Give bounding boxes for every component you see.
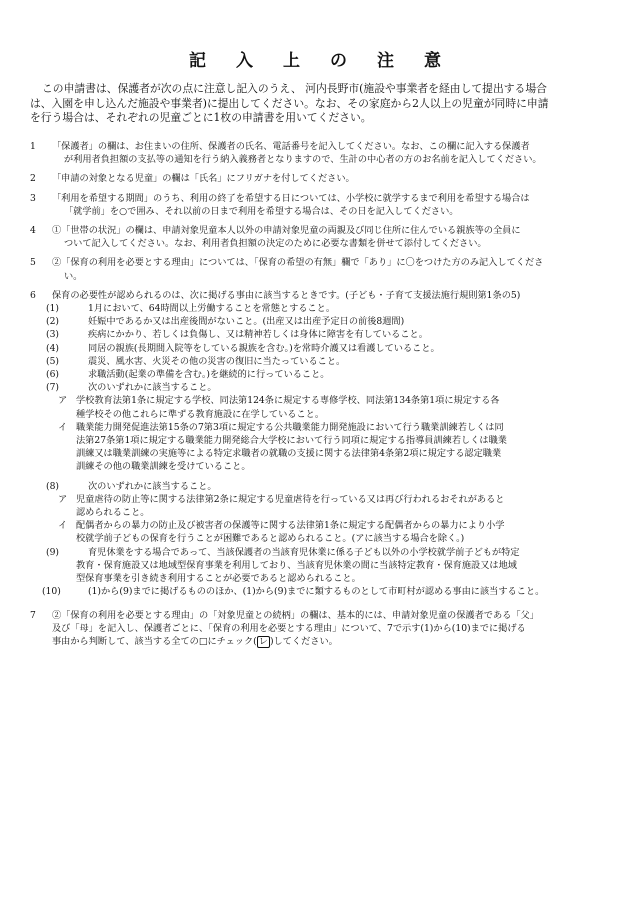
note-line: い。 xyxy=(64,270,83,282)
reason-item xyxy=(46,315,610,328)
reason-text: 型保育事業を引き続き利用することが必要であると認められること。 xyxy=(76,573,361,585)
note-item-1 xyxy=(30,140,610,166)
checkmark-icon: レ xyxy=(258,635,268,647)
note-line: ①「世帯の状況」の欄は、申請対象児童本人以外の申請対象児童の両親及び同じ住所に住んでいる親族等の全員に xyxy=(52,225,521,237)
reason-text: 同居の親族(長期間入院等をしている親族を含む。)を常時介護又は看護していること。 xyxy=(88,342,440,354)
note-line: ②「保育の利用を必要とする理由」については、「保育の希望の有無」欄で「あり」に〇をつけた方のみ記入してくださ xyxy=(52,257,544,269)
subitem-marker: イ xyxy=(58,421,68,433)
note-number: 1 xyxy=(30,141,36,152)
note-line: 「利用を希望する期間」のうち、利用の終了を希望する日については、小学校に就学するまで利用を希望する場合は xyxy=(52,192,530,204)
note-line: 「就学前」を○で囲み、それ以前の日まで利用を希望する場合は、その日を記入してください。 xyxy=(64,205,459,217)
reason-item xyxy=(46,355,610,368)
intro-paragraph xyxy=(30,82,604,126)
note-item-2 xyxy=(30,172,610,185)
subitem-line: 校就学前子どもの保育を行うことが困難であると認められること。(アに該当する場合を除く。) xyxy=(76,533,465,545)
subitem-line: 学校教育法第1条に規定する学校、同法第124条に規定する専修学校、同法第134条第1項に規定する各 xyxy=(76,395,500,407)
reason-item xyxy=(46,381,610,394)
reason-number: (9) xyxy=(46,546,60,558)
reason-item xyxy=(46,368,610,381)
subitem-marker: ア xyxy=(58,493,68,505)
reason-item xyxy=(42,585,610,598)
note-line: 及び「母」を記入し、保護者ごとに、「保育の利用を必要とする理由」について、7で示す(1)から(10)までに掲げる xyxy=(52,622,526,634)
subitem-line: 訓練又は職業訓練の実施等による特定求職者の就職の支援に関する法律第4条第2項に規定する認定職業 xyxy=(76,448,502,460)
note-number: 7 xyxy=(30,609,36,621)
subitem-line: 配偶者からの暴力の防止及び被害者の保護等に関する法律第1条に規定する配偶者からの暴力により小学 xyxy=(76,520,505,532)
notes-list xyxy=(30,140,610,654)
subitem-line: 児童虐待の防止等に関する法律第2条に規定する児童虐待を行っている又は再び行われるおそれがあると xyxy=(76,493,505,505)
note-line: ②「保育の利用を必要とする理由」の「対象児童との続柄」の欄は、基本的には、申請対象児童の保護者である「父」 xyxy=(52,609,539,621)
reason-text: 疾病にかかり、若しくは負傷し、又は精神若しくは身体に障害を有していること。 xyxy=(88,329,428,341)
reason-text: 妊娠中であるか又は出産後間がないこと。(出産又は出産予定日の前後8週間) xyxy=(88,316,405,328)
subitem-line: 職業能力開発促進法第15条の7第3項に規定する公共職業能力開発施設において行う職業訓練若しくは同 xyxy=(76,421,504,433)
reason-text: 1月において、64時間以上労働することを常態とすること。 xyxy=(88,303,336,315)
note-number: 6 xyxy=(30,289,36,301)
subitem-marker: イ xyxy=(58,520,68,532)
reason-text: 次のいずれかに該当すること。 xyxy=(88,382,217,394)
subitem-line: 種学校その他これらに準ずる教育施設に在学していること。 xyxy=(76,408,325,420)
note-number: 5 xyxy=(30,257,36,269)
intro-line: を行う場合は、それぞれの児童ごとに1枚の申請書を用いてください。 xyxy=(30,111,372,124)
reason-text: 育児休業をする場合であって、当該保護者の当該育児休業に係る子ども以外の小学校就学前子どもが特定 xyxy=(88,546,520,558)
intro-line: この申請書は、保護者が次の点に注意し記入のうえ、 河内長野市(施設や事業者を経由して提出する場合 xyxy=(42,82,547,95)
subitem-marker: ア xyxy=(58,395,68,407)
reason-text: (1)から(9)までに掲げるもののほか、(1)から(9)までに類するものとして市町村が認める事由に該当すること。 xyxy=(88,586,545,598)
reason-text: 求職活動(起業の準備を含む。)を継続的に行っていること。 xyxy=(88,369,330,381)
reason-subitem xyxy=(52,493,610,519)
note-item-6 xyxy=(30,289,610,599)
reason-number: (10) xyxy=(42,586,61,598)
reason-number: (3) xyxy=(46,329,60,341)
reason-item xyxy=(46,546,610,586)
note-line: が利用者負担額の支払等の通知を行う納入義務者となりますので、生計の中心者の方のお名前を記入してください。 xyxy=(64,154,542,166)
note-item-7 xyxy=(30,609,610,649)
note-line: 「申請の対象となる児童」の欄は「氏名」にフリガナを付してください。 xyxy=(52,173,355,185)
reason-number: (8) xyxy=(46,480,60,492)
reason-subitem xyxy=(52,421,610,474)
reason-text: 震災、風水害、火災その他の災害の復旧に当たっていること。 xyxy=(88,355,346,367)
note-line-text: 事由から判断して、該当する全ての□にチェック( xyxy=(52,635,257,647)
reason-item xyxy=(46,328,610,341)
reason-number: (1) xyxy=(46,303,60,315)
reason-number: (4) xyxy=(46,342,60,354)
note-line: 「保護者」の欄は、お住まいの住所、保護者の氏名、電話番号を記入してください。なお、この欄に記入する保護者 xyxy=(52,141,530,152)
subitem-line: 認められること。 xyxy=(76,507,150,519)
note-line xyxy=(52,635,610,648)
reason-text: 教育・保育施設又は地域型保育事業を利用しており、当該育児休業の間に当該特定教育・保育施設又は地域 xyxy=(76,559,517,571)
page-title: 記入上の注意 xyxy=(189,51,471,71)
reason-number: (7) xyxy=(46,382,60,394)
intro-line: は、入園を申し込んだ施設や事業者)に提出してください。なお、その家庭から2人以上の児童が同時に申請 xyxy=(30,96,549,110)
note-line: ついて記入してください。なお、利用者負担額の決定のために必要な書類を併せて添付してください。 xyxy=(64,238,487,250)
reason-number: (6) xyxy=(46,369,60,381)
reason-subitem xyxy=(52,519,610,545)
reason-number: (2) xyxy=(46,316,60,328)
reason-number: (5) xyxy=(46,355,60,367)
reason-item xyxy=(46,302,610,315)
reason-item xyxy=(46,480,610,493)
reason-text: 次のいずれかに該当すること。 xyxy=(88,480,217,492)
reason-item xyxy=(46,342,610,355)
subitem-line: 法第27条第1項に規定する職業能力開発総合大学校において行う同項に規定する指導員訓練若しくは職業 xyxy=(76,435,507,447)
reason-subitem xyxy=(52,394,610,420)
note-number: 2 xyxy=(30,173,36,185)
note-item-3 xyxy=(30,192,610,218)
subitem-line: 訓練その他の職業訓練を受けていること。 xyxy=(76,461,251,473)
note-item-4 xyxy=(30,224,610,250)
note-number: 4 xyxy=(30,225,36,237)
note-number: 3 xyxy=(30,192,36,204)
note-line: 保育の必要性が認められるのは、次に掲げる事由に該当するときです。(子ども・子育て支援法施行規則第1条の5) xyxy=(52,289,521,301)
note-item-5 xyxy=(30,256,610,282)
note-line-text: )してください。 xyxy=(269,635,338,647)
